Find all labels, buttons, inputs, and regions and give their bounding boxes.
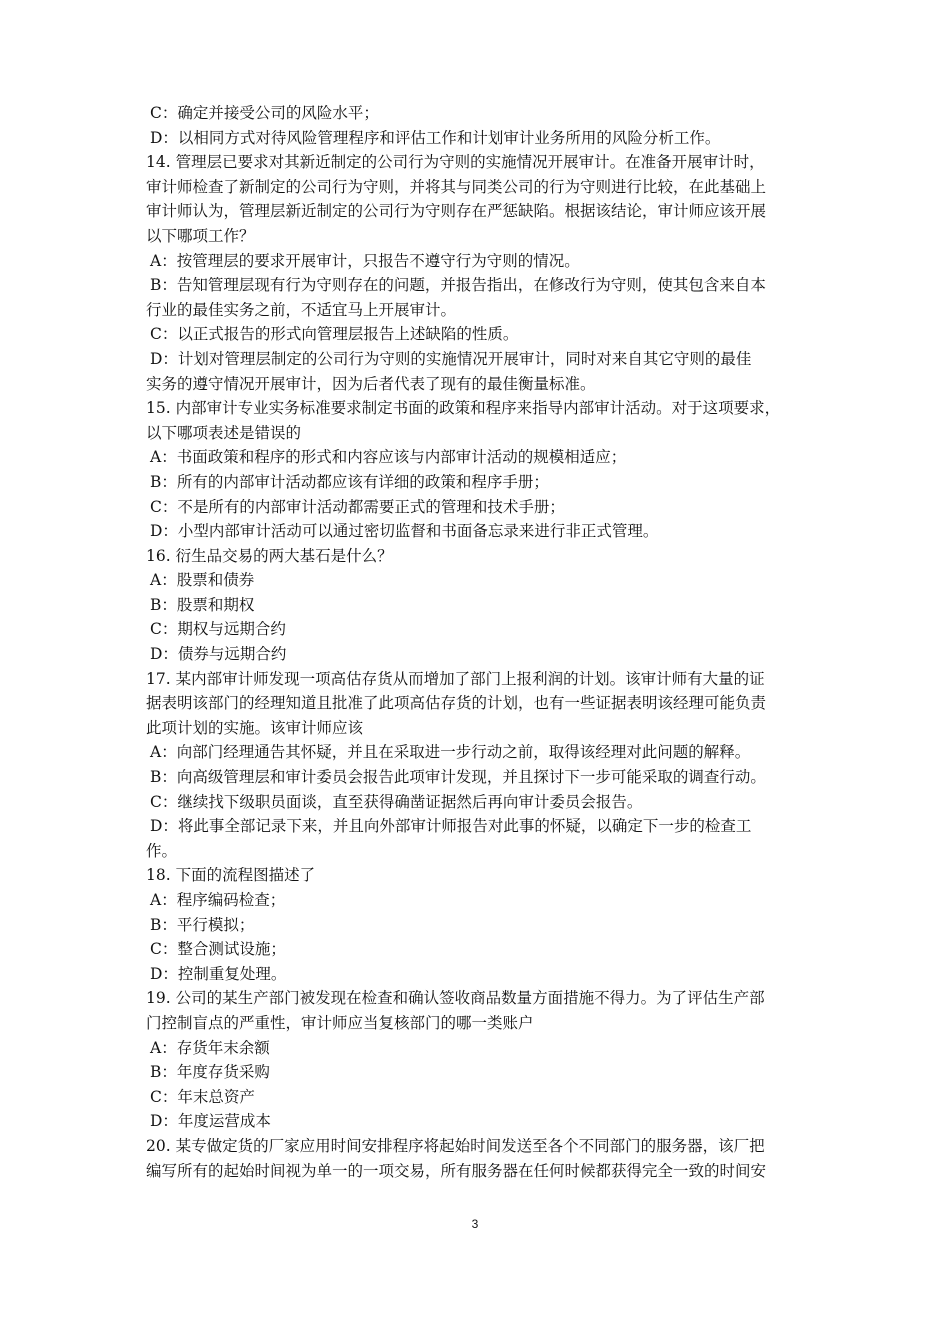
answer-option-line: D：以相同方式对待风险管理程序和评估工作和计划审计业务所用的风险分析工作。 bbox=[150, 128, 721, 147]
question-text-line: 行业的最佳实务之前，不适宜马上开展审计。 bbox=[146, 300, 457, 319]
question-text-line: 实务的遵守情况开展审计，因为后者代表了现有的最佳衡量标准。 bbox=[146, 374, 596, 393]
answer-option-line: D：控制重复处理。 bbox=[150, 964, 287, 983]
question-text-line: 作。 bbox=[146, 841, 178, 860]
answer-option-line: C：确定并接受公司的风险水平； bbox=[150, 104, 379, 122]
answer-option-line: B：所有的内部审计活动都应该有详细的政策和程序手册； bbox=[150, 472, 549, 491]
answer-option-line: C：年末总资产 bbox=[150, 1087, 255, 1106]
question-text-line: 此项计划的实施。该审计师应该 bbox=[146, 718, 364, 737]
answer-option-line: B：告知管理层现有行为守则存在的问题，并报告指出，在修改行为守则，使其包含来自本 bbox=[150, 276, 766, 295]
answer-option-line: A：股票和债券 bbox=[150, 571, 255, 590]
answer-option-line: C：不是所有的内部审计活动都需要正式的管理和技术手册； bbox=[150, 497, 565, 516]
question-text-line: 14. 管理层已要求对其新近制定的公司行为守则的实施情况开展审计。在准备开展审计时， bbox=[146, 153, 765, 172]
question-text-line: 据表明该部门的经理知道且批准了此项高估存货的计划，也有一些证据表明该经理可能负责 bbox=[146, 694, 767, 713]
question-text-line: 门控制盲点的严重性，审计师应当复核部门的哪一类账户 bbox=[146, 1013, 534, 1032]
answer-option-line: C：继续找下级职员面谈，直至获得确凿证据然后再向审计委员会报告。 bbox=[150, 792, 643, 811]
question-text-line: 19. 公司的某生产部门被发现在检查和确认签收商品数量方面措施不得力。为了评估生产部 bbox=[146, 989, 765, 1008]
answer-option-line: A：书面政策和程序的形式和内容应该与内部审计活动的规模相适应； bbox=[150, 448, 627, 467]
question-text-line: 15. 内部审计专业实务标准要求制定书面的政策和程序来指导内部审计活动。对于这项要求， bbox=[146, 399, 781, 418]
answer-option-line: A：程序编码检查； bbox=[150, 891, 286, 909]
answer-option-line: D：债券与远期合约 bbox=[150, 645, 287, 664]
question-text-line: 审计师认为，管理层新近制定的公司行为守则存在严惩缺陷。根据该结论，审计师应该开展 bbox=[146, 202, 767, 221]
answer-option-line: C：以正式报告的形式向管理层报告上述缺陷的性质。 bbox=[150, 325, 519, 344]
question-text-line: 编写所有的起始时间视为单一的一项交易，所有服务器在任何时候都获得完全一致的时间安 bbox=[146, 1161, 767, 1180]
question-text-line: 17. 某内部审计师发现一项高估存货从而增加了部门上报利润的计划。该审计师有大量的证 bbox=[146, 669, 765, 688]
answer-option-line: C：整合测试设施； bbox=[150, 940, 286, 959]
answer-option-line: D：年度运营成本 bbox=[150, 1112, 271, 1131]
answer-option-line: A：向部门经理通告其怀疑，并且在采取进一步行动之前，取得该经理对此问题的解释。 bbox=[150, 743, 751, 762]
question-text-line: 16. 衍生品交易的两大基石是什么？ bbox=[146, 546, 393, 565]
page-body bbox=[146, 101, 826, 1183]
answer-option-line: B：股票和期权 bbox=[150, 595, 255, 614]
question-text-line: 18. 下面的流程图描述了 bbox=[146, 866, 316, 885]
answer-option-line: D：计划对管理层制定的公司行为守则的实施情况开展审计，同时对来自其它守则的最佳 bbox=[150, 349, 752, 368]
answer-option-line: C：期权与远期合约 bbox=[150, 620, 286, 639]
answer-option-line: D：小型内部审计活动可以通过密切监督和书面备忘录来进行非正式管理。 bbox=[150, 522, 659, 541]
answer-option-line: A：按管理层的要求开展审计，只报告不遵守行为守则的情况。 bbox=[150, 251, 580, 270]
answer-option-line: B：向高级管理层和审计委员会报告此项审计发现，并且探讨下一步可能采取的调查行动。 bbox=[150, 768, 766, 787]
question-text-line: 20. 某专做定货的厂家应用时间安排程序将起始时间发送至各个不同部门的服务器，该厂把 bbox=[146, 1136, 765, 1155]
question-text-line: 以下哪项表述是错误的 bbox=[146, 423, 302, 442]
answer-option-line: D：将此事全部记录下来，并且向外部审计师报告对此事的怀疑，以确定下一步的检查工 bbox=[150, 817, 752, 836]
question-text-line: 以下哪项工作？ bbox=[146, 226, 255, 245]
question-text-line: 审计师检查了新制定的公司行为守则，并将其与同类公司的行为守则进行比较，在此基础上 bbox=[146, 177, 767, 196]
page-number: 3 bbox=[471, 1217, 479, 1231]
answer-option-line: B：年度存货采购 bbox=[150, 1063, 270, 1082]
answer-option-line: A：存货年末余额 bbox=[150, 1038, 270, 1057]
answer-option-line: B：平行模拟； bbox=[150, 915, 255, 934]
